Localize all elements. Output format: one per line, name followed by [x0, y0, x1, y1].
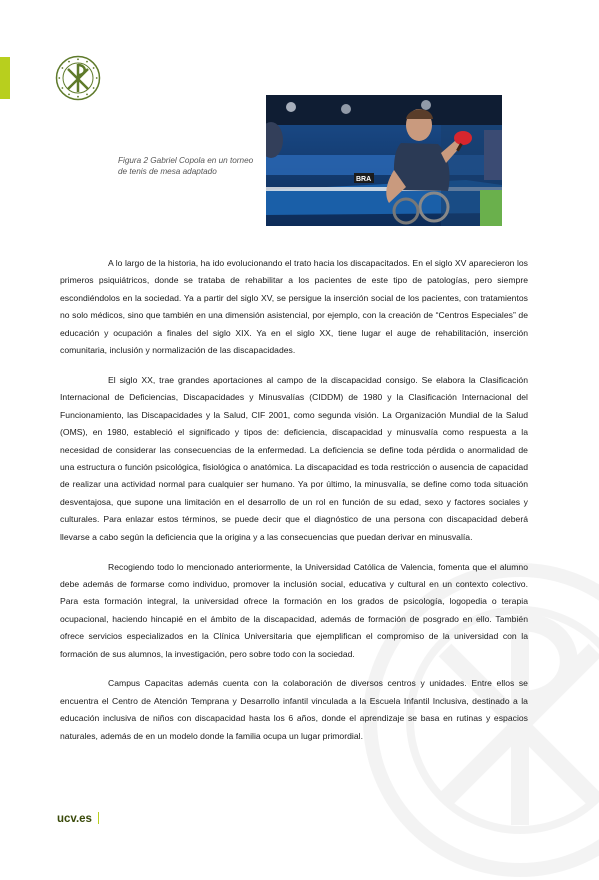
paragraph-classification: El siglo XX, trae grandes aportaciones al campo de la discapacidad consigo. Se elabora la Clasificación Internacional de Deficiencias, Discapacidades y Minusvalías (CIDDM) de 1980 y la Clasificación Internacional del Funcionamiento, las Discapacidades y la Salud, CIF 2001, como segunda visión. La Organización Mundial de la Salud (OMS), en 1980, estableció el significado y tipos de: deficiencia, discapacidad y minusvalía como respuesta a la necesidad de considerar las consecuencias de la enfermedad. La deficiencia se define toda pérdida o anormalidad de una estructura o función psicológica, fisiológica o anatómica. La discapacidad es toda restricción o ausencia de capacidad de realizar una actividad normal para cualquier ser humano. Ya por último, la minusvalía, se define como toda situación desventajosa, que supone una limitación en el desarrollo de un rol en función de su edad, sexo y factores sociales y culturales. Para enlazar estos términos, se puede decir que el diagnóstico de una persona con discapacidad deberá llevarse a cabo según la deficiencia que la origina y a las consecuencias que puedan derivar en minusvalía.: [60, 374, 528, 542]
scoreboard-text: BRA: [356, 176, 372, 183]
figure-photo: [266, 95, 502, 226]
footer-site-link[interactable]: ucv.es: [57, 813, 92, 825]
body-text: [60, 255, 528, 758]
paragraph-history: A lo largo de la historia, ha ido evolucionando el trato hacia los discapacitados. En el siglo XV aparecieron los primeros psiquiátricos, donde se trataba de rehabilitar a los pacientes de este tipo de patologías, pero siempre escondiéndolos en la sociedad. Ya a partir del siglo XV, se persigue la inserción social de los pacientes, con tratamientos no solo médicos, sino que también en una dimensión asistencial, por ejemplo, con la creación de “Centros Especiales” de educación y ocupación a finales del siglo XIX. Ya en el siglo XX, tiene lugar el auge de rehabilitación, inserción comunitaria, inclusión y normalización de las discapacidades.: [60, 258, 528, 356]
paragraph-university: Recogiendo todo lo mencionado anteriormente, la Universidad Católica de Valencia, fomenta que el alumno debe además de formarse como individuo, promover la inclusión social, educativa y cultural en un contexto colectivo. Para esta formación integral, la universidad ofrece la formación en los grados de psicología, logopedia o terapia ocupacional, haciendo hincapié en el ámbito de la discapacidad, además de formación de posgrado en ello. También ofrece servicios especializados en la Clínica Universitaria que ejemplifican el compromiso de la universidad con la formación de sus alumnos, la investigación, pero sobre todo con la sociedad.: [60, 561, 528, 659]
table-tennis-photo-illustration: [266, 95, 502, 226]
university-seal-icon: [55, 55, 101, 101]
figure-caption: Figura 2 Gabriel Copola en un torneo de tenis de mesa adaptado: [118, 156, 254, 176]
footer-divider: [98, 812, 99, 824]
footer: [57, 812, 99, 825]
green-margin-tab: [0, 57, 10, 99]
paragraph-campus-capacitas: Campus Capacitas además cuenta con la colaboración de diversos centros y unidades. Entre ellos se encuentra el Centro de Atención Temprana y Desarrollo infantil vinculada a la Escuela Infantil Inclusiva, destinado a la educación inclusiva de niños con discapacidad hasta los 6 años, donde el aprendizaje se basa en rutinas y espacios naturales, además de en un modelo donde la familia ocupa un lugar primordial.: [60, 678, 528, 741]
